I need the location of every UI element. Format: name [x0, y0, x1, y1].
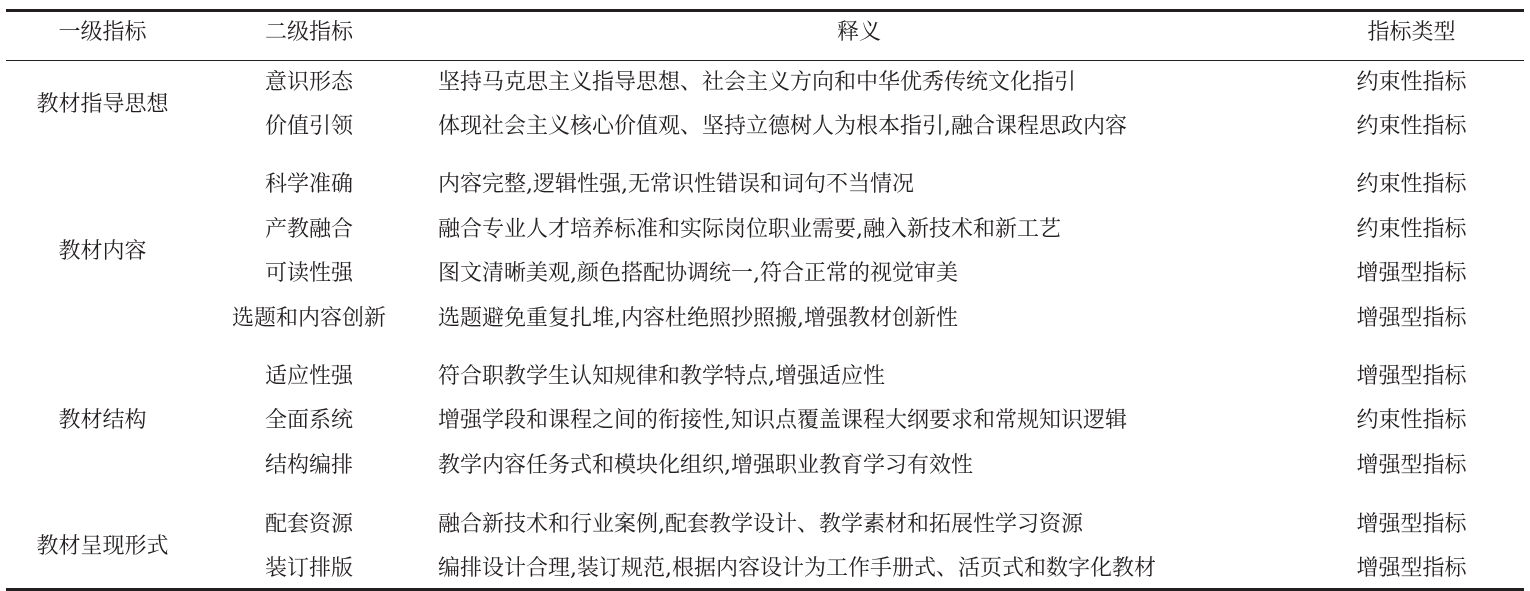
- type-cell: 增强型指标: [1356, 306, 1467, 331]
- header-level1: 一级指标: [58, 20, 147, 45]
- meaning-cell: 体现社会主义核心价值观、坚持立德树人为根本指引,融合课程思政内容: [438, 114, 1127, 139]
- header-level2: 二级指标: [264, 20, 353, 45]
- type-cell: 约束性指标: [1356, 172, 1467, 197]
- meaning-cell: 增强学段和课程之间的衔接性,知识点覆盖课程大纲要求和常规知识逻辑: [438, 408, 1127, 433]
- indicator-table: [6, 0, 1524, 591]
- level1-cell: 教材结构: [58, 408, 147, 433]
- level2-cell: 选题和内容创新: [231, 306, 386, 331]
- level2-cell: 意识形态: [264, 70, 353, 95]
- level2-cell: 装订排版: [264, 556, 353, 581]
- type-cell: 增强型指标: [1356, 364, 1467, 389]
- type-cell: 约束性指标: [1356, 114, 1467, 139]
- level2-cell: 可读性强: [264, 261, 353, 286]
- type-cell: 增强型指标: [1356, 453, 1467, 478]
- type-cell: 约束性指标: [1356, 70, 1467, 95]
- level1-cell: 教材内容: [58, 239, 147, 264]
- header-type: 指标类型: [1367, 20, 1456, 45]
- meaning-cell: 融合新技术和行业案例,配套教学设计、教学素材和拓展性学习资源: [438, 512, 1083, 537]
- level2-cell: 适应性强: [264, 364, 353, 389]
- header-rule: [6, 60, 1524, 61]
- header-meaning: 释义: [836, 20, 881, 45]
- top-rule: [6, 9, 1524, 12]
- level2-cell: 全面系统: [264, 408, 353, 433]
- type-cell: 约束性指标: [1356, 217, 1467, 242]
- meaning-cell: 教学内容任务式和模块化组织,增强职业教育学习有效性: [438, 453, 973, 478]
- meaning-cell: 坚持马克思主义指导思想、社会主义方向和中华优秀传统文化指引: [438, 70, 1077, 95]
- meaning-cell: 内容完整,逻辑性强,无常识性错误和词句不当情况: [438, 172, 914, 197]
- meaning-cell: 符合职教学生认知规律和教学特点,增强适应性: [438, 364, 885, 389]
- level1-cell: 教材指导思想: [36, 92, 169, 117]
- meaning-cell: 融合专业人才培养标准和实际岗位职业需要,融入新技术和新工艺: [438, 217, 1061, 242]
- type-cell: 增强型指标: [1356, 512, 1467, 537]
- meaning-cell: 编排设计合理,装订规范,根据内容设计为工作手册式、活页式和数字化教材: [438, 556, 1156, 581]
- type-cell: 增强型指标: [1356, 556, 1467, 581]
- level2-cell: 科学准确: [264, 172, 353, 197]
- level2-cell: 配套资源: [264, 512, 353, 537]
- level2-cell: 产教融合: [264, 217, 353, 242]
- type-cell: 增强型指标: [1356, 261, 1467, 286]
- level1-cell: 教材呈现形式: [36, 534, 169, 559]
- type-cell: 约束性指标: [1356, 408, 1467, 433]
- level2-cell: 结构编排: [264, 453, 353, 478]
- meaning-cell: 图文清晰美观,颜色搭配协调统一,符合正常的视觉审美: [438, 261, 958, 286]
- level2-cell: 价值引领: [264, 114, 353, 139]
- meaning-cell: 选题避免重复扎堆,内容杜绝照抄照搬,增强教材创新性: [438, 306, 958, 331]
